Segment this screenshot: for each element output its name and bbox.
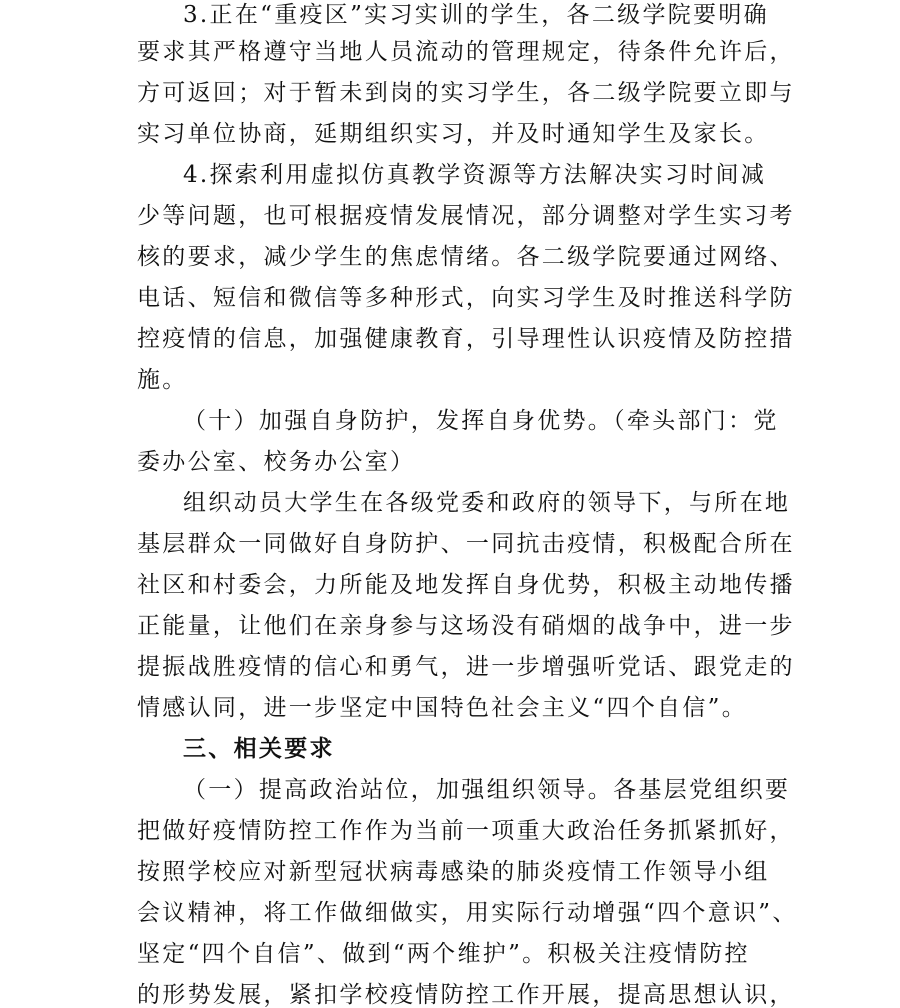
requirement-1-line-4: 会议精神，将工作做细做实，用实际行动增强“四个意识”、 bbox=[137, 900, 798, 926]
paragraph-3-line-3: 方可返回；对于暂未到岗的实习学生，各二级学院要立即与 bbox=[137, 80, 795, 106]
requirement-1-line-1: （一）提高政治站位，加强组织领导。各基层党组织要 bbox=[183, 777, 791, 803]
section-10-body-line-4: 正能量，让他们在亲身参与这场没有硝烟的战争中，进一步 bbox=[137, 613, 795, 639]
paragraph-4-line-5: 控疫情的信息，加强健康教育，引导理性认识疫情及防控措 bbox=[137, 326, 795, 352]
paragraph-3-line-1: 3.正在“重疫区”实习实训的学生，各二级学院要明确 bbox=[183, 2, 769, 28]
section-10-body-line-5: 提振战胜疫情的信心和勇气，进一步增强听党话、跟党走的 bbox=[137, 654, 795, 680]
paragraph-3-line-2: 要求其严格遵守当地人员流动的管理规定，待条件允许后， bbox=[137, 39, 795, 65]
paragraph-3-line-4: 实习单位协商，延期组织实习，并及时通知学生及家长。 bbox=[137, 121, 770, 147]
paragraph-4-line-6: 施。 bbox=[137, 367, 188, 393]
requirement-1-line-2: 把做好疫情防控工作作为当前一项重大政治任务抓紧抓好， bbox=[137, 818, 795, 844]
paragraph-4-line-2: 少等问题，也可根据疫情发展情况，部分调整对学生实习考 bbox=[137, 203, 795, 229]
section-10-title-line-2: 委办公室、校务办公室） bbox=[137, 449, 416, 475]
requirement-1-line-5: 坚定“四个自信”、做到“两个维护”。积极关注疫情防控 bbox=[137, 941, 750, 967]
section-10-body-line-3: 社区和村委会，力所能及地发挥自身优势，积极主动地传播 bbox=[137, 572, 795, 598]
section-3-heading: 三、相关要求 bbox=[183, 736, 335, 762]
paragraph-4-line-3: 核的要求，减少学生的焦虑情绪。各二级学院要通过网络、 bbox=[137, 244, 795, 270]
section-10-body-line-1: 组织动员大学生在各级党委和政府的领导下，与所在地 bbox=[183, 490, 791, 516]
section-10-title-line-1: （十）加强自身防护，发挥自身优势。（牵头部门：党 bbox=[183, 408, 779, 434]
section-10-body-line-6: 情感认同，进一步坚定中国特色社会主义“四个自信”。 bbox=[137, 695, 748, 721]
requirement-1-line-3: 按照学校应对新型冠状病毒感染的肺炎疫情工作领导小组 bbox=[137, 859, 770, 885]
paragraph-4-line-4: 电话、短信和微信等多种形式，向实习学生及时推送科学防 bbox=[137, 285, 795, 311]
section-10-body-line-2: 基层群众一同做好自身防护、一同抗击疫情，积极配合所在 bbox=[137, 531, 795, 557]
requirement-1-line-6: 的形势发展，紧扣学校疫情防控工作开展，提高思想认识， bbox=[137, 982, 795, 1008]
paragraph-4-line-1: 4.探索利用虚拟仿真教学资源等方法解决实习时间减 bbox=[183, 162, 767, 188]
